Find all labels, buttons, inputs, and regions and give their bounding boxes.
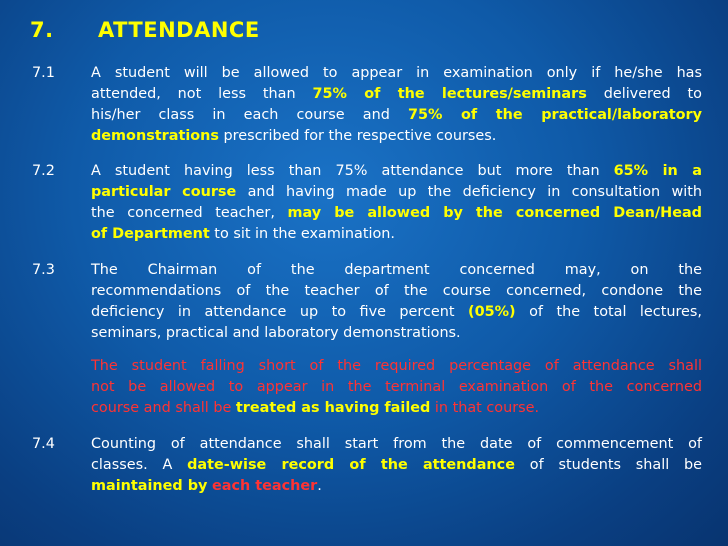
text-run: delivered to bbox=[586, 86, 702, 102]
clause-number: 7.2 bbox=[32, 163, 55, 179]
text-line bbox=[91, 260, 702, 281]
text-run: of students shall be bbox=[514, 457, 702, 473]
highlighted-text-run: date-wise record of the attendance bbox=[187, 457, 515, 473]
highlighted-text-run: of Department bbox=[91, 226, 210, 242]
clause-number: 7.1 bbox=[32, 65, 55, 81]
clause-7-4 bbox=[32, 434, 702, 497]
text-run: deficiency in attendance up to five percent bbox=[91, 304, 469, 320]
text-line bbox=[91, 84, 702, 105]
text-line bbox=[91, 302, 702, 323]
text-line bbox=[91, 224, 702, 245]
highlighted-text-run: particular course bbox=[91, 184, 237, 200]
clause-body bbox=[91, 260, 702, 344]
text-line bbox=[91, 455, 702, 476]
highlighted-text-run: demonstrations bbox=[91, 128, 219, 144]
highlighted-text-run: in that course. bbox=[430, 400, 540, 416]
text-run: his/her class in each course and bbox=[91, 107, 408, 123]
text-run: . bbox=[317, 478, 322, 494]
text-run: the concerned teacher, bbox=[91, 205, 288, 221]
text-line bbox=[91, 323, 702, 344]
highlighted-text-run: 65% in a bbox=[613, 163, 702, 179]
text-run: seminars, practical and laboratory demonstrations. bbox=[91, 325, 461, 341]
clause-7-3 bbox=[32, 260, 702, 344]
highlighted-text-run: each teacher bbox=[211, 478, 318, 494]
text-line bbox=[91, 105, 702, 126]
clause-note bbox=[91, 356, 702, 419]
text-line bbox=[91, 356, 702, 377]
text-run: to sit in the examination. bbox=[209, 226, 395, 242]
clause-7-1 bbox=[32, 63, 702, 147]
text-run: Counting of attendance shall start from the date of commencement of bbox=[91, 436, 702, 452]
text-run: recommendations of the teacher of the course concerned, condone the bbox=[91, 283, 702, 299]
text-line bbox=[91, 377, 702, 398]
clause-body bbox=[91, 434, 702, 497]
highlighted-text-run: (05%) bbox=[468, 304, 516, 320]
text-run: prescribed for the respective courses. bbox=[218, 128, 497, 144]
clause-body bbox=[91, 161, 702, 245]
text-line bbox=[91, 398, 702, 419]
highlighted-text-run: maintained by bbox=[91, 478, 208, 494]
clause-body bbox=[91, 63, 702, 147]
text-line bbox=[91, 126, 702, 147]
section-heading bbox=[30, 18, 260, 42]
highlighted-text-run: may be allowed by the concerned Dean/Head bbox=[287, 205, 702, 221]
highlighted-text-run: 75% of the practical/laboratory bbox=[408, 107, 702, 123]
text-run: and having made up the deficiency in consultation with bbox=[236, 184, 702, 200]
text-line bbox=[91, 63, 702, 84]
section-number: 7. bbox=[30, 18, 54, 42]
text-run: attended, not less than bbox=[91, 86, 313, 102]
text-line bbox=[91, 281, 702, 302]
highlighted-text-run: not be allowed to appear in the terminal examination of the concerned bbox=[91, 379, 702, 395]
highlighted-text-run: treated as having failed bbox=[235, 400, 431, 416]
text-line bbox=[91, 182, 702, 203]
text-line bbox=[91, 476, 702, 497]
text-line bbox=[91, 434, 702, 455]
text-run: of the total lectures, bbox=[515, 304, 702, 320]
clause-7-2 bbox=[32, 161, 702, 245]
text-run: classes. A bbox=[91, 457, 188, 473]
clause-7-3-note bbox=[32, 356, 702, 419]
clause-number: 7.3 bbox=[32, 262, 55, 278]
section-title: ATTENDANCE bbox=[98, 18, 260, 42]
highlighted-text-run: 75% of the lectures/seminars bbox=[312, 86, 587, 102]
highlighted-text-run: course and shall be bbox=[91, 400, 236, 416]
text-line bbox=[91, 161, 702, 182]
text-run: A student will be allowed to appear in examination only if he/she has bbox=[91, 65, 702, 81]
highlighted-text-run: The student falling short of the required percentage of attendance shall bbox=[91, 358, 702, 374]
text-run: A student having less than 75% attendance but more than bbox=[91, 163, 614, 179]
clause-number: 7.4 bbox=[32, 436, 55, 452]
text-run: The Chairman of the department concerned may, on the bbox=[91, 262, 702, 278]
text-line bbox=[91, 203, 702, 224]
